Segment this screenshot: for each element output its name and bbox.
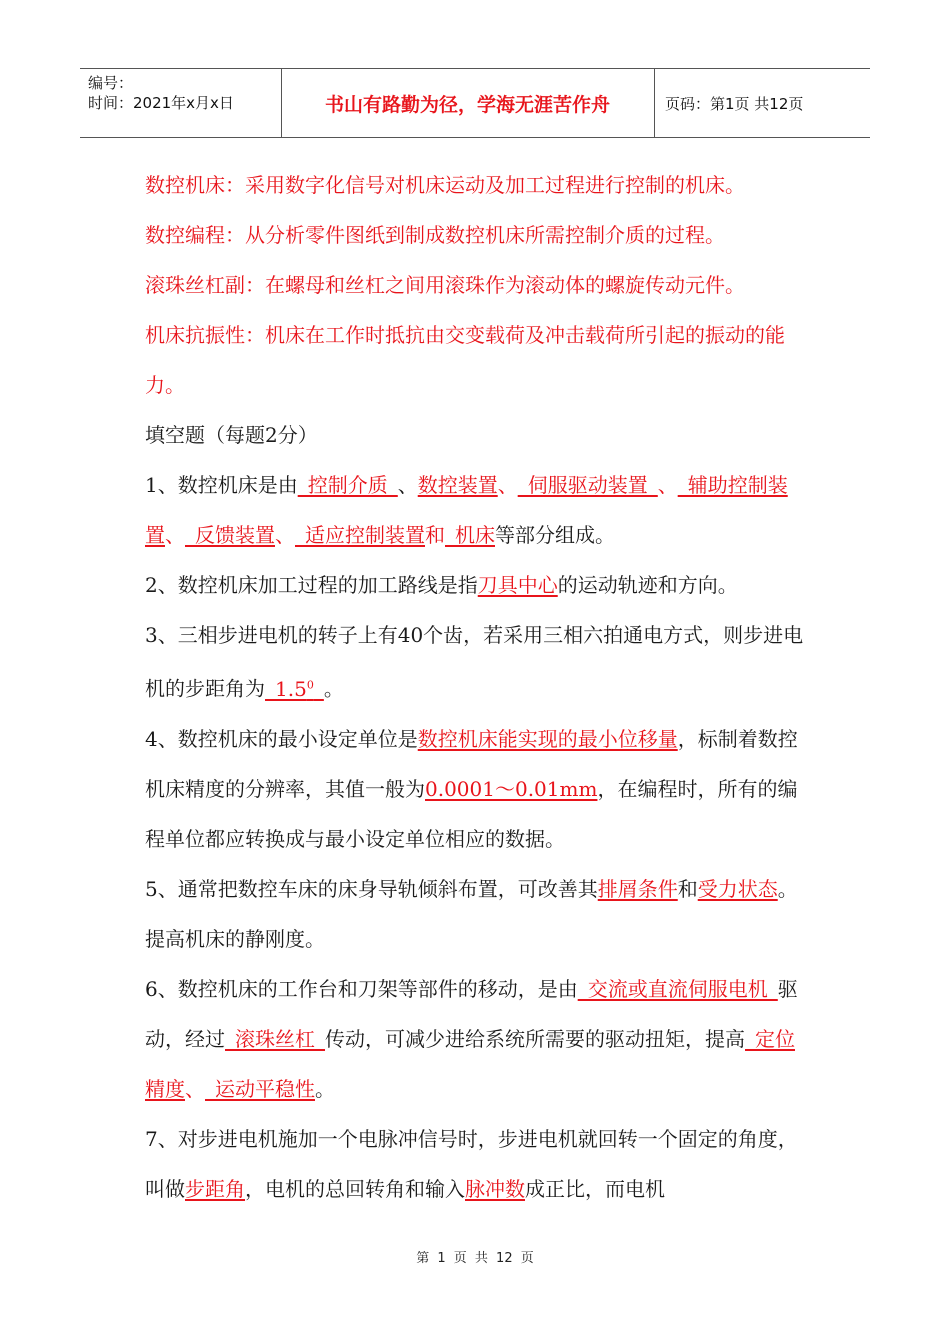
question-text: 7、对步进电机施加一个电脉冲信号时，步进电机就回转一个固定的角度，叫做 (145, 1126, 798, 1201)
question-text: 3、三相步进电机的转子上有40个齿，若采用三相六拍通电方式，则步进电机的步距角为 (145, 623, 804, 701)
answer-blank: 刀具中心 (477, 573, 558, 597)
question-text: 和 (425, 523, 445, 547)
section-title: 填空题（每题2分） (145, 423, 318, 447)
answer-tail: _ (313, 676, 324, 701)
definition-2: 数控编程：从分析零件图纸到制成数控机床所需控制介质的过程。 (145, 223, 725, 247)
answer-value: _1.5 (265, 676, 307, 701)
question-text: 、 (657, 473, 678, 497)
definition-3: 滚珠丝杠副：在螺母和丝杠之间用滚珠作为滚动体的螺旋传动元件。 (145, 273, 745, 297)
time-label: 时间：2021年x月x日 (88, 94, 234, 112)
question-text: 、 (275, 523, 295, 547)
question-text: 2、数控机床加工过程的加工路线是指 (145, 573, 478, 597)
question-text: 传动，可减少进给系统所需要的驱动扭矩，提高 (325, 1026, 745, 1051)
question-text: 。 (315, 1076, 335, 1101)
answer-blank: 脉冲数 (465, 1176, 525, 1201)
answer-blank: _辅助控制装置 (145, 473, 788, 547)
answer-blank: 数控装置 (417, 473, 498, 497)
answer-blank: 步距角 (185, 1176, 245, 1201)
question-text: ，标制着数控机床精度的分辨率，其值一般为 (145, 726, 798, 801)
question-7 (145, 1114, 810, 1214)
header-divider (654, 69, 655, 137)
answer-blank: _机床 (445, 523, 495, 547)
question-text: 和 (677, 876, 698, 901)
question-text: 、 (397, 473, 418, 497)
header-page-label: 页码：第1页 共12页 (665, 94, 804, 113)
answer-blank: _控制介质_ (297, 473, 398, 497)
question-text: 、 (497, 473, 518, 497)
question-text: 等部分组成。 (495, 523, 615, 547)
question-text: 5、通常把数控车床的床身导轨倾斜布置，可改善其 (145, 876, 598, 901)
answer-blank: _运动平稳性 (205, 1076, 315, 1101)
question-text: 。 (323, 676, 344, 701)
question-2 (145, 560, 810, 610)
question-text: ，在编程时，所有的编程单位都应转换成与最小设定单位相应的数据。 (145, 776, 798, 851)
answer-blank: 数控机床能实现的最小位移量 (417, 726, 678, 751)
question-text: 1、数控机床是由 (145, 473, 298, 497)
page-header (80, 68, 870, 138)
answer-blank (265, 677, 324, 701)
header-info (88, 73, 278, 113)
question-text: 的运动轨迹和方向。 (557, 573, 738, 597)
answer-blank: _定位精度 (145, 1026, 795, 1101)
answer-blank: 0.0001～0.01mm (425, 776, 598, 801)
degree-sup: 0 (306, 678, 314, 691)
question-4 (145, 714, 810, 864)
question-text: 驱动，经过 (145, 976, 798, 1051)
definition-4: 机床抗振性：机床在工作时抵抗由交变载荷及冲击载荷所引起的振动的能力。 (145, 323, 785, 397)
document-body (145, 160, 810, 1214)
number-label: 编号： (88, 74, 134, 92)
question-text: 6、数控机床的工作台和刀架等部件的移动，是由 (145, 976, 578, 1001)
question-text: 成正比，而电机 (525, 1176, 665, 1201)
question-text: 。提高机床的静刚度。 (145, 876, 798, 951)
definition-1: 数控机床：采用数字化信号对机床运动及加工过程进行控制的机床。 (145, 173, 745, 197)
question-1 (145, 460, 810, 560)
answer-blank: _适应控制装置 (295, 523, 425, 547)
answer-blank: 受力状态 (697, 876, 778, 901)
question-text: 、 (185, 1076, 205, 1101)
answer-blank: _伺服驱动装置_ (517, 473, 658, 497)
answer-blank: _滚珠丝杠_ (225, 1026, 325, 1051)
question-5 (145, 864, 810, 964)
question-text: 、 (165, 523, 185, 547)
question-text: ，电机的总回转角和输入 (245, 1176, 465, 1201)
answer-blank: 排屑条件 (597, 876, 678, 901)
question-6 (145, 964, 810, 1114)
question-3 (145, 610, 810, 714)
page-footer: 第 1 页 共 12 页 (416, 1251, 534, 1266)
answer-blank: _反馈装置 (185, 523, 275, 547)
answer-blank: _交流或直流伺服电机_ (577, 976, 778, 1001)
header-motto: 书山有路勤为径，学海无涯苦作舟 (324, 93, 610, 116)
question-text: 4、数控机床的最小设定单位是 (145, 726, 418, 751)
